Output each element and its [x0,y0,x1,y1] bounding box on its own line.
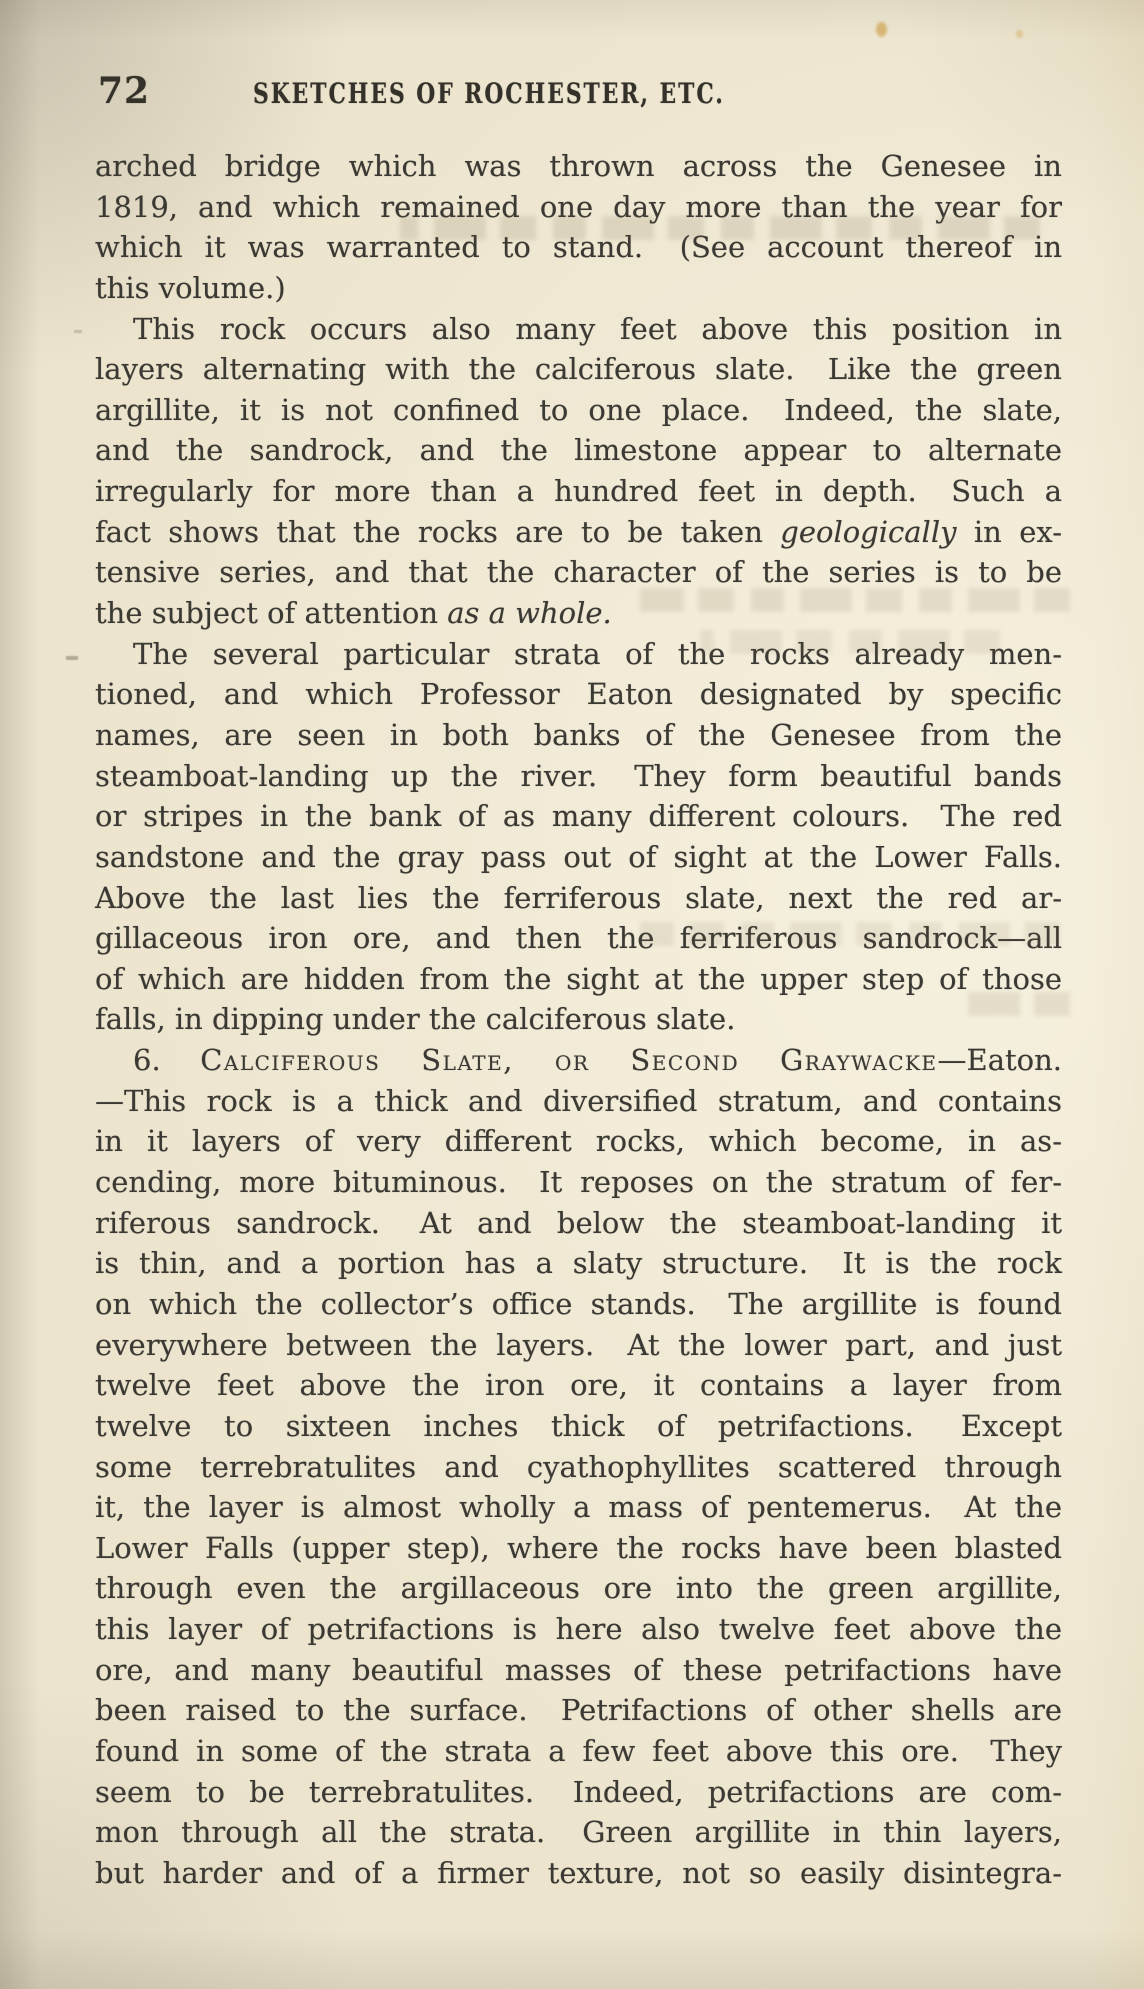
paper-stain [876,22,887,37]
text-line: in it layers of very different rocks, which become, in as- [95,1124,1062,1159]
text-line: 6. Calciferous Slate, or Second Graywacke—Eaton. [133,1043,1063,1078]
text-line: sandstone and the gray pass out of sight at the Lower Falls. [95,839,1062,874]
text-line: Lower Falls (upper step), where the rocks have been blasted [95,1530,1062,1565]
text-line: The several particular strata of the rocks already men- [133,636,1062,671]
text-line: riferous sandrock. At and below the steamboat-landing it [95,1205,1062,1240]
text-line: the subject of attention as a whole. [95,596,612,631]
text-line: names, are seen in both banks of the Genesee from the [95,717,1062,752]
text-line: tensive series, and that the character of the series is to be [95,555,1062,590]
text-line: cending, more bituminous. It reposes on the stratum of fer- [95,1165,1062,1200]
text-line: steamboat-landing up the river. They form beautiful bands [95,758,1062,793]
show-through-smudge [640,922,1060,946]
text-line: everywhere between the layers. At the lower part, and just [95,1327,1062,1362]
text-line: or stripes in the bank of as many different colours. The red [95,799,1062,834]
text-line: twelve feet above the iron ore, it contains a layer from [95,1368,1062,1403]
text-line: on which the collector’s office stands. The argillite is found [95,1286,1062,1321]
text-line: mon through all the strata. Green argillite in thin layers, [95,1815,1062,1850]
running-title: SKETCHES OF ROCHESTER, ETC. [253,77,725,110]
text-line: of which are hidden from the sight at the upper step of those [95,961,1062,996]
text-line: —This rock is a thick and diversified stratum, and contains [95,1083,1062,1118]
text-line: arched bridge which was thrown across the Genesee in [95,149,1062,183]
text-line: twelve to sixteen inches thick of petrifactions. Except [95,1408,1062,1443]
body-text [95,146,1062,1894]
text-line: but harder and of a firmer texture, not so easily disintegra- [95,1855,1062,1890]
text-line: ore, and many beautiful masses of these petrifactions have [95,1652,1062,1687]
show-through-smudge [960,992,1070,1016]
show-through-smudge [400,216,1040,240]
text-line: been raised to the surface. Petrifactions of other shells are [95,1693,1062,1728]
text-line: and the sandrock, and the limestone appear to alternate [95,433,1062,468]
text-line: layers alternating with the calciferous slate. Like the green [95,352,1062,387]
text-line: fact shows that the rocks are to be taken geologically in ex- [95,514,1062,549]
page-header [95,68,1062,120]
text-line: this volume.) [95,270,286,305]
margin-mark [66,656,78,660]
text-line: tioned, and which Professor Eaton designated by specific [95,677,1062,712]
show-through-smudge [640,588,1070,612]
text-line: falls, in dipping under the calciferous slate. [95,1002,736,1037]
text-line: found in some of the strata a few feet above this ore. They [95,1733,1062,1768]
text-line: seem to be terrebratulites. Indeed, petrifactions are com- [95,1774,1062,1809]
paper-stain [1016,30,1023,38]
text-line: some terrebratulites and cyathophyllites scattered through [95,1449,1062,1484]
show-through-smudge [700,630,1000,654]
text-line: 1819, and which remained one day more than the year for [95,189,1062,224]
text-line: it, the layer is almost wholly a mass of pentemerus. At the [95,1490,1062,1525]
text-line: gillaceous iron ore, and then the ferriferous sandrock—all [95,921,1062,956]
text-line: is thin, and a portion has a slaty structure. It is the rock [95,1246,1062,1281]
page-number: 72 [98,70,151,112]
text-line: irregularly for more than a hundred feet in depth. Such a [95,474,1062,509]
text-line: This rock occurs also many feet above this position in [133,311,1062,346]
text-line: Above the last lies the ferriferous slate, next the red ar- [95,880,1062,915]
text-line: argillite, it is not confined to one place. Indeed, the slate, [95,392,1062,427]
margin-mark [74,330,82,333]
text-line: through even the argillaceous ore into the green argillite, [95,1571,1062,1606]
text-line: which it was warranted to stand. (See account thereof in [95,230,1062,265]
text-line: this layer of petrifactions is here also twelve feet above the [95,1612,1062,1647]
